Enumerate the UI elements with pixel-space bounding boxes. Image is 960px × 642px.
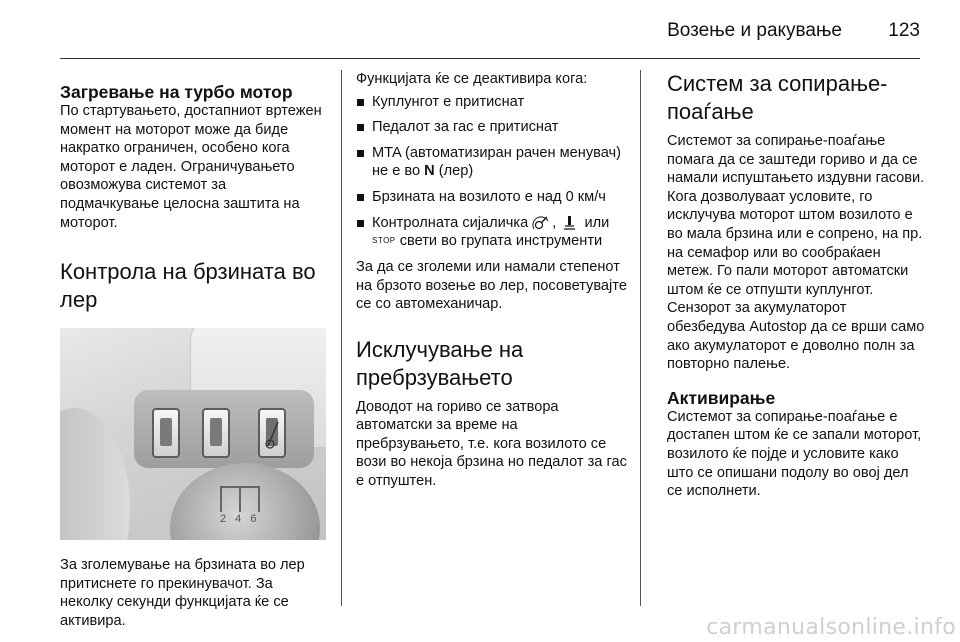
idle-speed-heading: Контрола на брзината во лер: [60, 259, 316, 313]
stop-start-heading: Систем за сопирање-поаѓање: [667, 71, 888, 124]
column-3: [667, 70, 927, 501]
list-item: Педалот за гас е притиснат: [356, 118, 628, 137]
list-item: MTA (автоматизиран рачен менувач) не е во N (лер): [356, 144, 628, 181]
bullet-square-icon: [357, 220, 364, 227]
running-title: Возење и ракување: [667, 20, 842, 41]
activation-text: Системот за сопирање-поаѓање е достапен штом ќе се запали моторот, возилото ќе појде и условите како што се опишани подолу во овој дел се исполнети.: [667, 408, 922, 500]
column-1: [60, 70, 326, 631]
deactivation-intro: Функцијата ќе се деактивира кога:: [356, 71, 588, 87]
page-header: [0, 0, 960, 60]
idle-control-lamp-icon: [532, 215, 552, 231]
switch-blank-1: [152, 408, 180, 458]
overrun-cutoff-heading: Исклучување на пребрзувањето: [356, 336, 524, 390]
stop-lamp-label: STOP: [372, 236, 396, 246]
gear-n: N: [424, 163, 435, 180]
stop-start-text: Системот за сопирање-поаѓање помага да се заштеди гориво и да се намали испуштањето издувни гасови. Кога дозволуваат условите, го исклучува моторот штом возилото е во мала брзина или е сопрено, на пр. на семафор или во сообраќаен метеж. Го пали моторот автоматски штом ќе се отпушти куплунгот. Сензорот за акумулаторот обезбедува Autostop да се врши само ако акумулаторот е доволно полн за повторно палење.: [667, 133, 925, 373]
list-item: Брзината на возилото е над 0 км/ч: [356, 188, 628, 207]
list-item: Куплунгот е притиснат: [356, 93, 628, 112]
idle-switch-photo: [60, 328, 326, 540]
bullet-square-icon: [357, 124, 364, 131]
gear-pattern-icon: [220, 486, 260, 512]
column-divider-2: [640, 70, 641, 606]
turbo-text: По стартувањето, достапниот вртежен момент на моторот може да биде накратко ограничен, особено кога моторот е ладен. Ограничувањето овозможува системот за подмачкување целосна заштита на моторот.: [60, 103, 322, 231]
column-2: [356, 70, 628, 491]
overrun-cutoff-text: Доводот на гориво се затвора автоматски за време на пребрзувањето, т.е. кога возилото се вози во некоја брзина но педалот за гас е отпуштен.: [356, 398, 627, 490]
page-number: 123: [888, 20, 920, 41]
bullet-square-icon: [357, 194, 364, 201]
photo-caption: За зголемување на брзината во лер притиснете го прекинувачот. За неколку секунди функцијата ќе се активира.: [60, 557, 305, 629]
idle-speed-icon: [258, 408, 286, 458]
idle-speed-switch: [258, 408, 286, 458]
column-divider-1: [341, 70, 342, 606]
gear-knob-numbers: 2 4 6: [220, 513, 260, 526]
steering-rim: [60, 408, 130, 540]
activation-heading: Активирање: [667, 387, 776, 408]
bullet-square-icon: [357, 99, 364, 106]
list-item: Контролната сијаличка , или STOP свети во групата инструменти: [356, 214, 628, 251]
deactivation-list: [356, 93, 628, 251]
bullet-square-icon: [357, 150, 364, 157]
turbo-section: [60, 82, 326, 232]
switch-blank-2: [202, 408, 230, 458]
header-rule: [60, 58, 920, 59]
eco-stop-lamp-icon: [560, 215, 580, 231]
turbo-heading: Загревање на турбо мотор: [60, 82, 293, 102]
advice-text: За да се зголеми или намали степенот на брзото возење во лер, посоветувајте се со автомеханичар.: [356, 258, 627, 313]
watermark: carmanualsonline.info: [706, 615, 956, 640]
